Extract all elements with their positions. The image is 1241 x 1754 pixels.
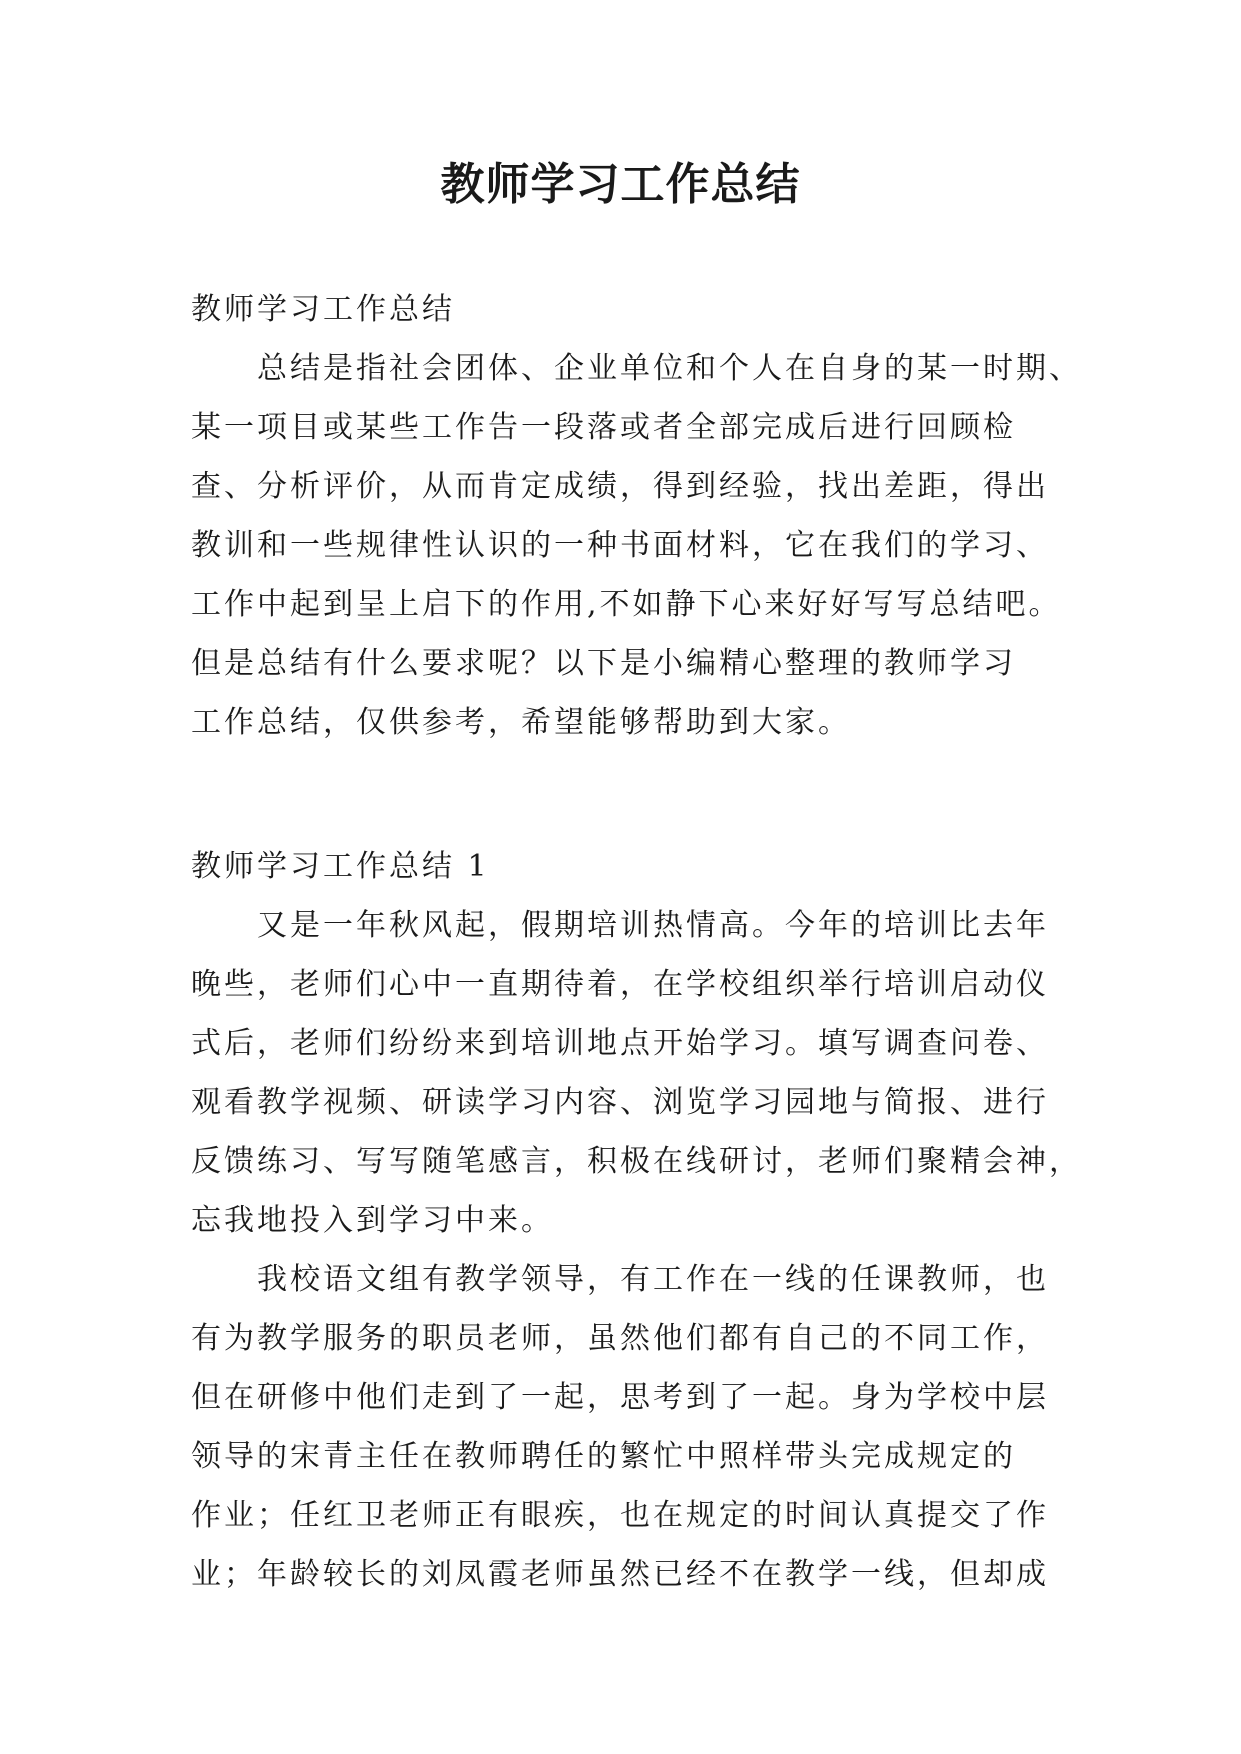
paragraph-line: 某一项目或某些工作告一段落或者全部完成后进行回顾检	[191, 410, 1016, 445]
paragraph-line: 工作中起到呈上启下的作用,不如静下心来好好写写总结吧。	[191, 587, 1062, 622]
paragraph-line: 业；年龄较长的刘凤霞老师虽然已经不在教学一线，但却成	[191, 1557, 1049, 1592]
section-heading: 教师学习工作总结 1	[191, 849, 490, 884]
section-spacer	[191, 752, 1053, 837]
paragraph-line: 作业；任红卫老师正有眼疾，也在规定的时间认真提交了作	[191, 1498, 1049, 1533]
paragraph-line: 领导的宋青主任在教师聘任的繁忙中照样带头完成规定的	[191, 1439, 1016, 1474]
intro-heading: 教师学习工作总结	[191, 292, 455, 327]
paragraph-line: 但在研修中他们走到了一起，思考到了一起。身为学校中层	[191, 1380, 1049, 1415]
document-body	[191, 280, 1082, 1604]
paragraph-line: 观看教学视频、研读学习内容、浏览学习园地与简报、进行	[191, 1085, 1049, 1120]
paragraph-line: 反馈练习、写写随笔感言，积极在线研讨，老师们聚精会神，	[191, 1144, 1082, 1179]
document-title: 教师学习工作总结	[440, 159, 801, 210]
paragraph-line: 晚些，老师们心中一直期待着，在学校组织举行培训启动仪	[191, 967, 1049, 1002]
paragraph-line: 又是一年秋风起，假期培训热情高。今年的培训比去年	[257, 908, 1049, 943]
section-paragraph-2	[191, 1250, 1053, 1604]
section-paragraph-1	[191, 896, 1082, 1250]
paragraph-line: 总结是指社会团体、企业单位和个人在自身的某一时期、	[257, 351, 1082, 386]
paragraph-line: 教训和一些规律性认识的一种书面材料，它在我们的学习、	[191, 528, 1049, 563]
paragraph-line: 我校语文组有教学领导，有工作在一线的任课教师，也	[257, 1262, 1049, 1297]
paragraph-line: 查、分析评价，从而肯定成绩，得到经验，找出差距，得出	[191, 469, 1049, 504]
paragraph-line: 式后，老师们纷纷来到培训地点开始学习。填写调查问卷、	[191, 1026, 1049, 1061]
paragraph-line: 忘我地投入到学习中来。	[191, 1203, 554, 1238]
paragraph-line: 工作总结，仅供参考，希望能够帮助到大家。	[191, 705, 851, 740]
intro-paragraph	[191, 339, 1082, 752]
paragraph-line: 有为教学服务的职员老师，虽然他们都有自己的不同工作，	[191, 1321, 1049, 1356]
paragraph-line: 但是总结有什么要求呢？以下是小编精心整理的教师学习	[191, 646, 1016, 681]
